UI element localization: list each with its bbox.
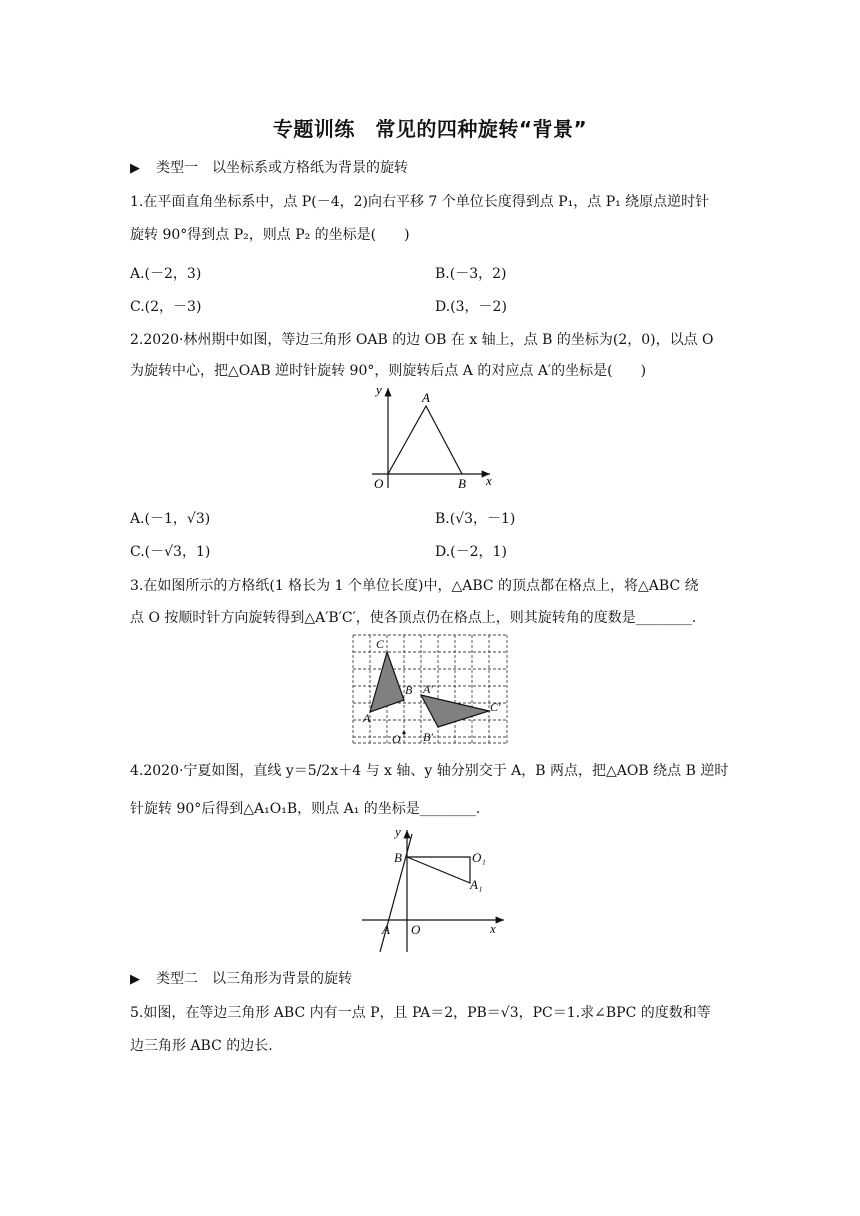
q4-label-a: A xyxy=(382,922,390,937)
q2-label-b: B xyxy=(458,476,466,491)
q3-label-a: A xyxy=(363,711,371,725)
section-heading-2 xyxy=(130,968,352,988)
q2-label-x: x xyxy=(486,473,492,488)
q2-line-2: 为旋转中心，把△OAB 逆时针旋转 90°，则旋转后点 A 的对应点 A′的坐标是( ) xyxy=(130,363,647,379)
q4-label-a1: A₁ xyxy=(470,877,483,892)
triangle-bullet-icon: ▶ xyxy=(130,161,140,176)
q3-label-b: B xyxy=(405,683,413,697)
q2-option-d: D.(－2，1) xyxy=(435,544,507,560)
q2-figure xyxy=(362,382,502,492)
q1-option-c: C.(2，－3) xyxy=(130,299,202,315)
q2-option-a: A.(－1，√3) xyxy=(130,511,211,527)
q3-label-o: O xyxy=(392,732,401,746)
q2-triangle-oab xyxy=(388,406,462,474)
q3-point-o xyxy=(402,731,405,734)
q2-option-b: B.(√3，－1) xyxy=(435,511,516,527)
triangle-bullet-icon: ▶ xyxy=(130,972,140,987)
q1-option-a: A.(－2，3) xyxy=(130,266,202,282)
page-title: 专题训练 常见的四种旋转“背景” xyxy=(272,117,588,141)
q4-figure xyxy=(358,826,508,956)
q1-line-2: 旋转 90°得到点 P₂，则点 P₂ 的坐标是( ) xyxy=(130,227,410,243)
q3-line-1: 3.在如图所示的方格纸(1 格长为 1 个单位长度)中，△ABC 的顶点都在格点上，将△ABC 绕 xyxy=(130,578,699,594)
q2-label-o: O xyxy=(374,476,384,491)
q4-label-o: O xyxy=(411,922,421,937)
q2-line-1: 2.2020·林州期中如图，等边三角形 OAB 的边 OB 在 x 轴上，点 B 的坐标为(2，0)，以点 O xyxy=(130,332,714,348)
q1-line-1: 1.在平面直角坐标系中，点 P(－4，2)向右平移 7 个单位长度得到点 P₁，点 P₁ 绕原点逆时针 xyxy=(130,194,710,210)
q3-label-b-prime: B′ xyxy=(423,730,433,744)
q2-option-c: C.(－√3，1) xyxy=(130,544,211,560)
section-heading-1-text: 类型一 以坐标系或方格纸为背景的旋转 xyxy=(156,160,408,176)
q3-line-2: 点 O 按顺时针方向旋转得到△A′B′C′，使各顶点仍在格点上，则其旋转角的度数是________. xyxy=(130,610,697,626)
q4-label-b: B xyxy=(394,850,402,865)
q2-label-y: y xyxy=(376,382,382,397)
section-heading-2-text: 类型二 以三角形为背景的旋转 xyxy=(156,971,352,987)
q3-triangle-a-b-c-prime xyxy=(421,695,489,727)
q4-line-1: 4.2020·宁夏如图，直线 y＝5/2x＋4 与 x 轴、y 轴分别交于 A，B 两点，把△AOB 绕点 B 逆时 xyxy=(130,763,729,779)
q4-line-2: 针旋转 90°后得到△A₁O₁B，则点 A₁ 的坐标是________. xyxy=(130,801,481,817)
q4-label-y: y xyxy=(395,826,401,839)
q1-option-d: D.(3，－2) xyxy=(435,299,507,315)
q4-label-x: x xyxy=(490,921,496,936)
q3-label-a-prime: A′ xyxy=(423,682,433,696)
q4-triangle-a1-o1-b xyxy=(407,857,470,883)
q2-label-a: A xyxy=(422,390,430,405)
section-heading-1 xyxy=(130,157,408,177)
q3-label-c-prime: C′ xyxy=(490,700,501,714)
q4-label-o1: O₁ xyxy=(472,850,486,865)
q1-option-b: B.(－3，2) xyxy=(435,266,507,282)
q5-line-2: 边三角形 ABC 的边长. xyxy=(130,1038,273,1054)
q5-line-1: 5.如图，在等边三角形 ABC 内有一点 P，且 PA＝2，PB＝√3，PC＝1.求∠BPC 的度数和等 xyxy=(130,1005,711,1021)
q3-label-c: C xyxy=(376,637,385,651)
q3-grid-figure xyxy=(351,633,511,747)
